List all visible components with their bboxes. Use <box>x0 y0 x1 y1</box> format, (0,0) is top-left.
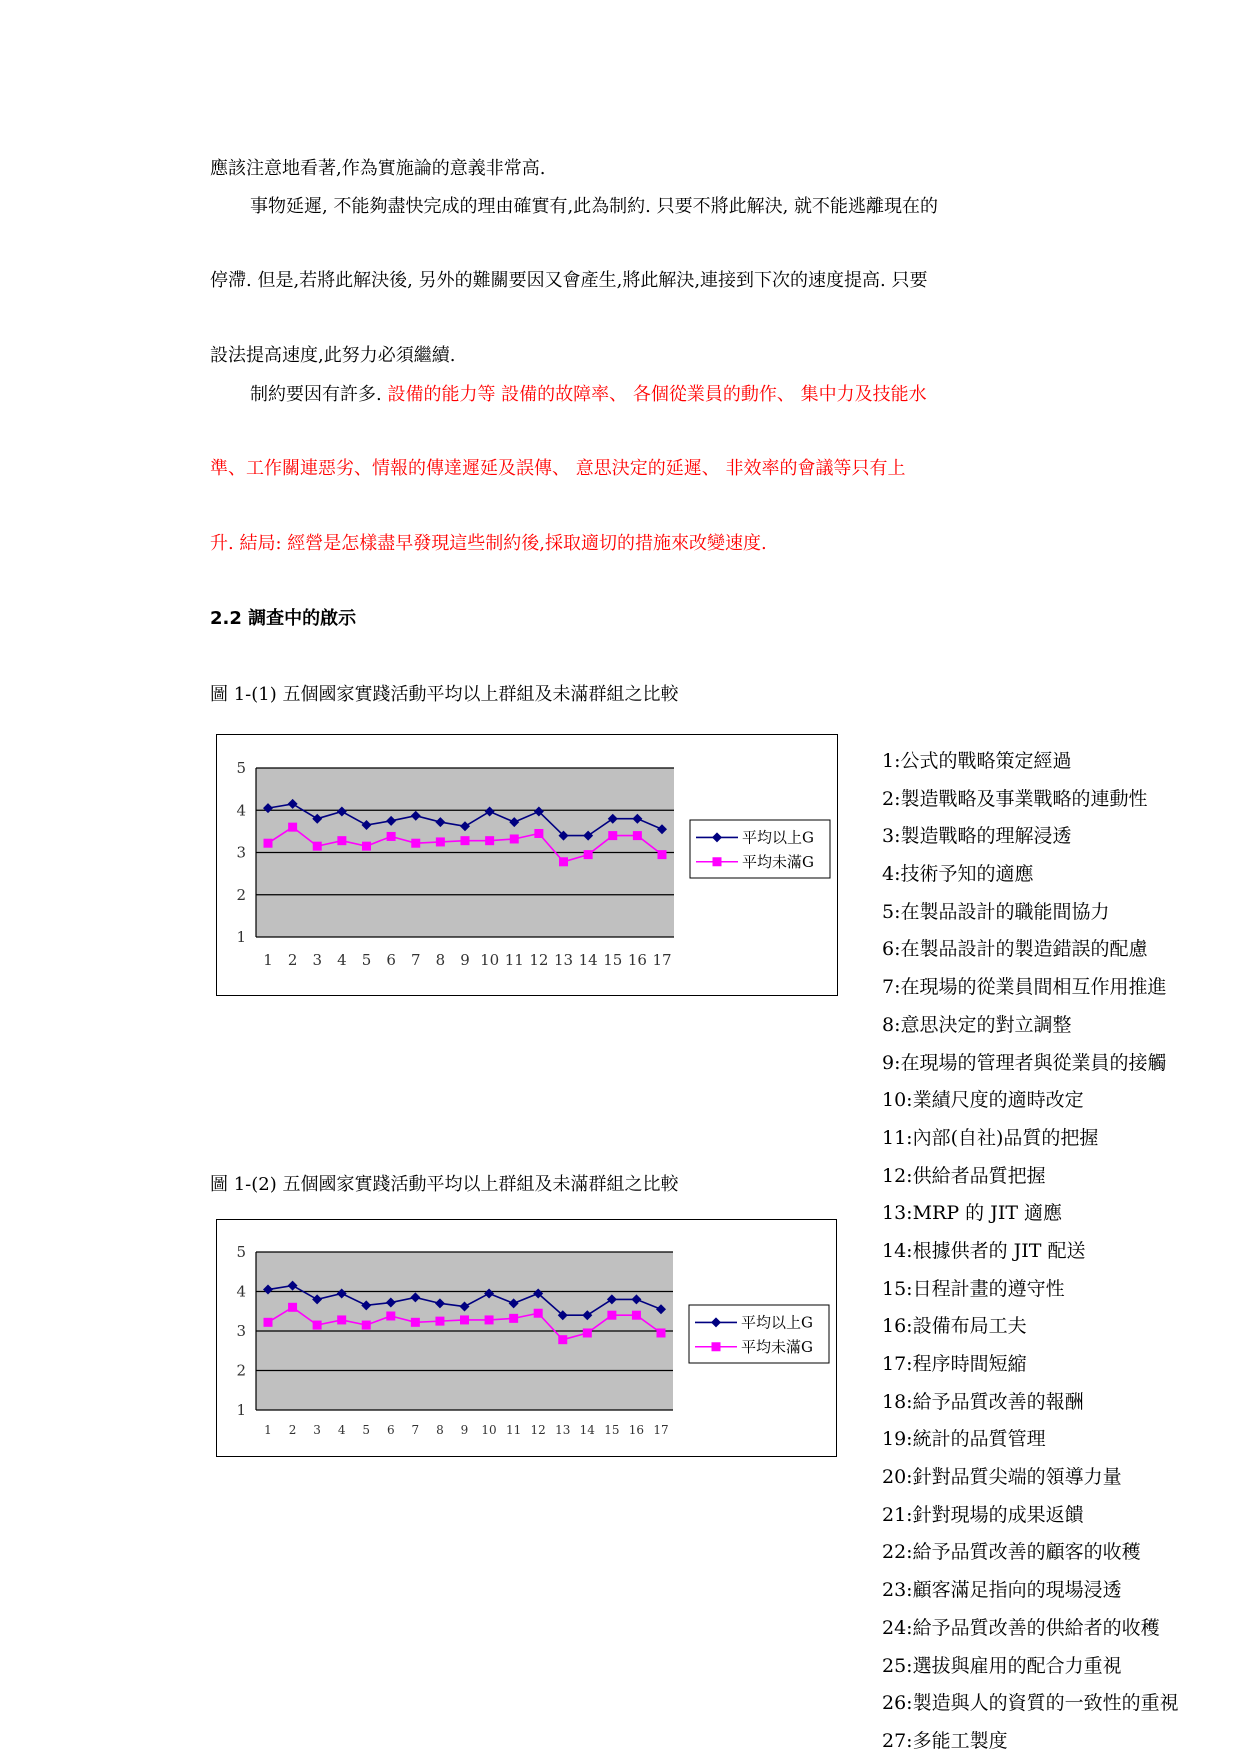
x-tick-label: 11 <box>505 1423 522 1437</box>
data-point <box>264 1318 273 1327</box>
legend-entry-2: 平均未滿G <box>741 1337 813 1356</box>
activity-item-3: 3:製造戰略的理解浸透 <box>882 825 1072 848</box>
legend-entry-1: 平均以上G <box>741 1313 813 1332</box>
x-tick-label: 8 <box>435 951 446 969</box>
data-point <box>485 1315 494 1324</box>
activity-item-24: 24:給予品質改善的供給者的收穫 <box>882 1616 1160 1639</box>
y-tick-label: 1 <box>236 1401 246 1419</box>
y-tick-label: 2 <box>236 885 246 904</box>
data-point <box>534 829 543 838</box>
activity-item-15: 15:日程計畫的遵守性 <box>882 1277 1065 1300</box>
x-tick-label: 2 <box>288 1423 297 1437</box>
data-point <box>288 823 297 832</box>
data-point <box>633 831 642 840</box>
data-point <box>658 850 667 859</box>
activity-item-13: 13:MRP 的 JIT 適應 <box>882 1202 1063 1225</box>
activity-item-18: 18:給予品質改善的報酬 <box>882 1390 1084 1413</box>
activity-item-11: 11:內部(自社)品質的把握 <box>882 1126 1099 1149</box>
activity-item-7: 7:在現場的從業員間相互作用推進 <box>882 976 1167 999</box>
x-tick-label: 10 <box>481 1423 497 1437</box>
legend-marker <box>712 1342 721 1351</box>
data-point <box>607 1311 616 1320</box>
data-point <box>387 832 396 841</box>
data-point <box>583 1328 592 1337</box>
x-tick-label: 3 <box>312 951 323 969</box>
y-tick-label: 4 <box>236 1282 246 1301</box>
data-point <box>632 1311 641 1320</box>
activity-item-23: 23:顧客滿足指向的現場浸透 <box>882 1579 1122 1602</box>
x-tick-label: 16 <box>628 1423 645 1437</box>
y-tick-label: 3 <box>236 843 246 862</box>
x-tick-label: 16 <box>627 951 647 969</box>
activity-item-26: 26:製造與人的資質的一致性的重視 <box>882 1692 1179 1715</box>
paragraph-line-5-prefix: 制約要因有許多. <box>250 384 388 405</box>
figure1-caption: 圖 1-(1) 五個國家實踐活動平均以上群組及未滿群組之比較 <box>210 684 679 705</box>
activity-item-21: 21:針對現場的成果返饋 <box>882 1503 1084 1526</box>
x-tick-label: 9 <box>460 951 470 969</box>
data-point <box>362 842 371 851</box>
data-point <box>657 1328 666 1337</box>
x-tick-label: 14 <box>578 951 598 969</box>
data-point <box>509 1314 518 1323</box>
x-tick-label: 12 <box>529 951 549 969</box>
x-tick-label: 14 <box>579 1423 595 1437</box>
activity-item-27: 27:多能工製度 <box>882 1729 1008 1752</box>
data-point <box>337 836 346 845</box>
activity-item-16: 16:設備布局工夫 <box>882 1315 1027 1338</box>
activity-item-9: 9:在現場的管理者與從業員的接觸 <box>882 1051 1167 1074</box>
x-tick-label: 4 <box>337 951 347 969</box>
paragraph-line-6: 準、工作關連惡劣、情報的傳達遲延及誤傳、 意思決定的延遲、 非效率的會議等只有上 <box>210 458 906 479</box>
x-tick-label: 6 <box>386 1423 395 1437</box>
y-tick-label: 4 <box>236 801 246 820</box>
data-point <box>436 837 445 846</box>
x-tick-label: 7 <box>411 1423 420 1437</box>
data-point <box>534 1309 543 1318</box>
x-tick-label: 12 <box>530 1423 546 1437</box>
paragraph-line-4: 設法提高速度,此努力必須繼續. <box>210 345 456 366</box>
legend-entry-1: 平均以上G <box>742 828 814 847</box>
data-point <box>288 1303 297 1312</box>
x-tick-label: 13 <box>555 1423 571 1437</box>
legend-entry-2: 平均未滿G <box>742 852 814 871</box>
activity-item-20: 20:針對品質尖端的領導力量 <box>882 1466 1122 1489</box>
y-tick-label: 5 <box>236 1243 246 1261</box>
x-tick-label: 6 <box>386 951 396 969</box>
activity-legend-list <box>882 746 1179 1764</box>
activity-item-19: 19:統計的品質管理 <box>882 1428 1046 1451</box>
activity-item-5: 5:在製品設計的職能間協力 <box>882 900 1110 923</box>
activity-item-4: 4:技術予知的適應 <box>882 863 1034 886</box>
chart-1-svg <box>217 735 837 995</box>
data-point <box>584 850 593 859</box>
x-tick-label: 13 <box>553 951 574 969</box>
data-point <box>411 839 420 848</box>
activity-item-2: 2:製造戰略及事業戰略的連動性 <box>882 787 1148 810</box>
data-point <box>362 1321 371 1330</box>
x-tick-label: 17 <box>652 951 672 969</box>
y-tick-label: 5 <box>236 759 246 777</box>
activity-item-1: 1:公式的戰略策定經過 <box>882 750 1072 772</box>
paragraph-line-5-highlight: 設備的能力等 設備的故障率、 各個從業員的動作、 集中力及技能水 <box>387 384 927 405</box>
x-tick-label: 5 <box>362 1423 371 1437</box>
data-point <box>460 1315 469 1324</box>
activity-item-22: 22:給予品質改善的顧客的收穫 <box>882 1541 1141 1564</box>
x-tick-label: 4 <box>337 1423 346 1437</box>
activity-item-6: 6:在製品設計的製造錯誤的配慮 <box>882 938 1148 961</box>
y-tick-label: 3 <box>236 1322 246 1340</box>
x-tick-label: 15 <box>604 1423 620 1437</box>
section-heading: 2.2 調查中的啟示 <box>210 608 357 629</box>
chart-2 <box>216 1219 837 1457</box>
activity-item-12: 12:供給者品質把握 <box>882 1164 1046 1187</box>
activity-item-14: 14:根據供者的 JIT 配送 <box>882 1239 1086 1262</box>
figure2-caption: 圖 1-(2) 五個國家實踐活動平均以上群組及未滿群組之比較 <box>210 1174 679 1195</box>
data-point <box>558 1335 567 1344</box>
chart-2-svg <box>217 1220 836 1456</box>
x-tick-label: 1 <box>264 1423 272 1437</box>
data-point <box>313 842 322 851</box>
data-point <box>411 1318 420 1327</box>
data-point <box>608 831 617 840</box>
legend-marker <box>713 857 722 866</box>
activity-item-25: 25:選拔與雇用的配合力重視 <box>882 1654 1122 1677</box>
x-tick-label: 1 <box>263 951 273 969</box>
activity-item-8: 8:意思決定的對立調整 <box>882 1013 1072 1036</box>
x-tick-label: 3 <box>313 1423 321 1437</box>
data-point <box>337 1315 346 1324</box>
chart-1 <box>216 734 838 996</box>
paragraph-line-3: 停滯. 但是,若將此解決後, 另外的難關要因又會產生,將此解決,連接到下次的速度提高. 只要 <box>210 270 928 291</box>
x-tick-label: 2 <box>287 951 298 969</box>
data-point <box>461 836 470 845</box>
activity-item-17: 17:程序時間短縮 <box>882 1353 1027 1375</box>
data-point <box>264 839 273 848</box>
paragraph-line-1: 應該注意地看著,作為實施論的意義非常高. <box>210 158 546 179</box>
paragraph-line-5 <box>250 384 927 406</box>
x-tick-label: 15 <box>603 951 623 969</box>
data-point <box>435 1317 444 1326</box>
x-tick-label: 9 <box>460 1423 469 1437</box>
activity-item-10: 10:業績尺度的適時改定 <box>882 1089 1084 1112</box>
data-point <box>386 1311 395 1320</box>
x-tick-label: 10 <box>480 951 500 969</box>
x-tick-label: 8 <box>436 1423 444 1437</box>
y-tick-label: 1 <box>236 928 246 946</box>
x-tick-label: 17 <box>653 1423 669 1437</box>
y-tick-label: 2 <box>236 1361 246 1380</box>
data-point <box>485 836 494 845</box>
paragraph-line-2: 事物延遲, 不能夠盡快完成的理由確實有,此為制約. 只要不將此解決, 就不能逃離現在的 <box>250 196 939 217</box>
x-tick-label: 7 <box>410 951 421 969</box>
data-point <box>510 834 519 843</box>
paragraph-line-7: 升. 結局: 經營是怎樣盡早發現這些制約後,採取適切的措施來改變速度. <box>210 533 767 554</box>
data-point <box>559 857 568 866</box>
data-point <box>313 1321 322 1330</box>
x-tick-label: 11 <box>504 951 524 969</box>
x-tick-label: 5 <box>361 951 372 969</box>
